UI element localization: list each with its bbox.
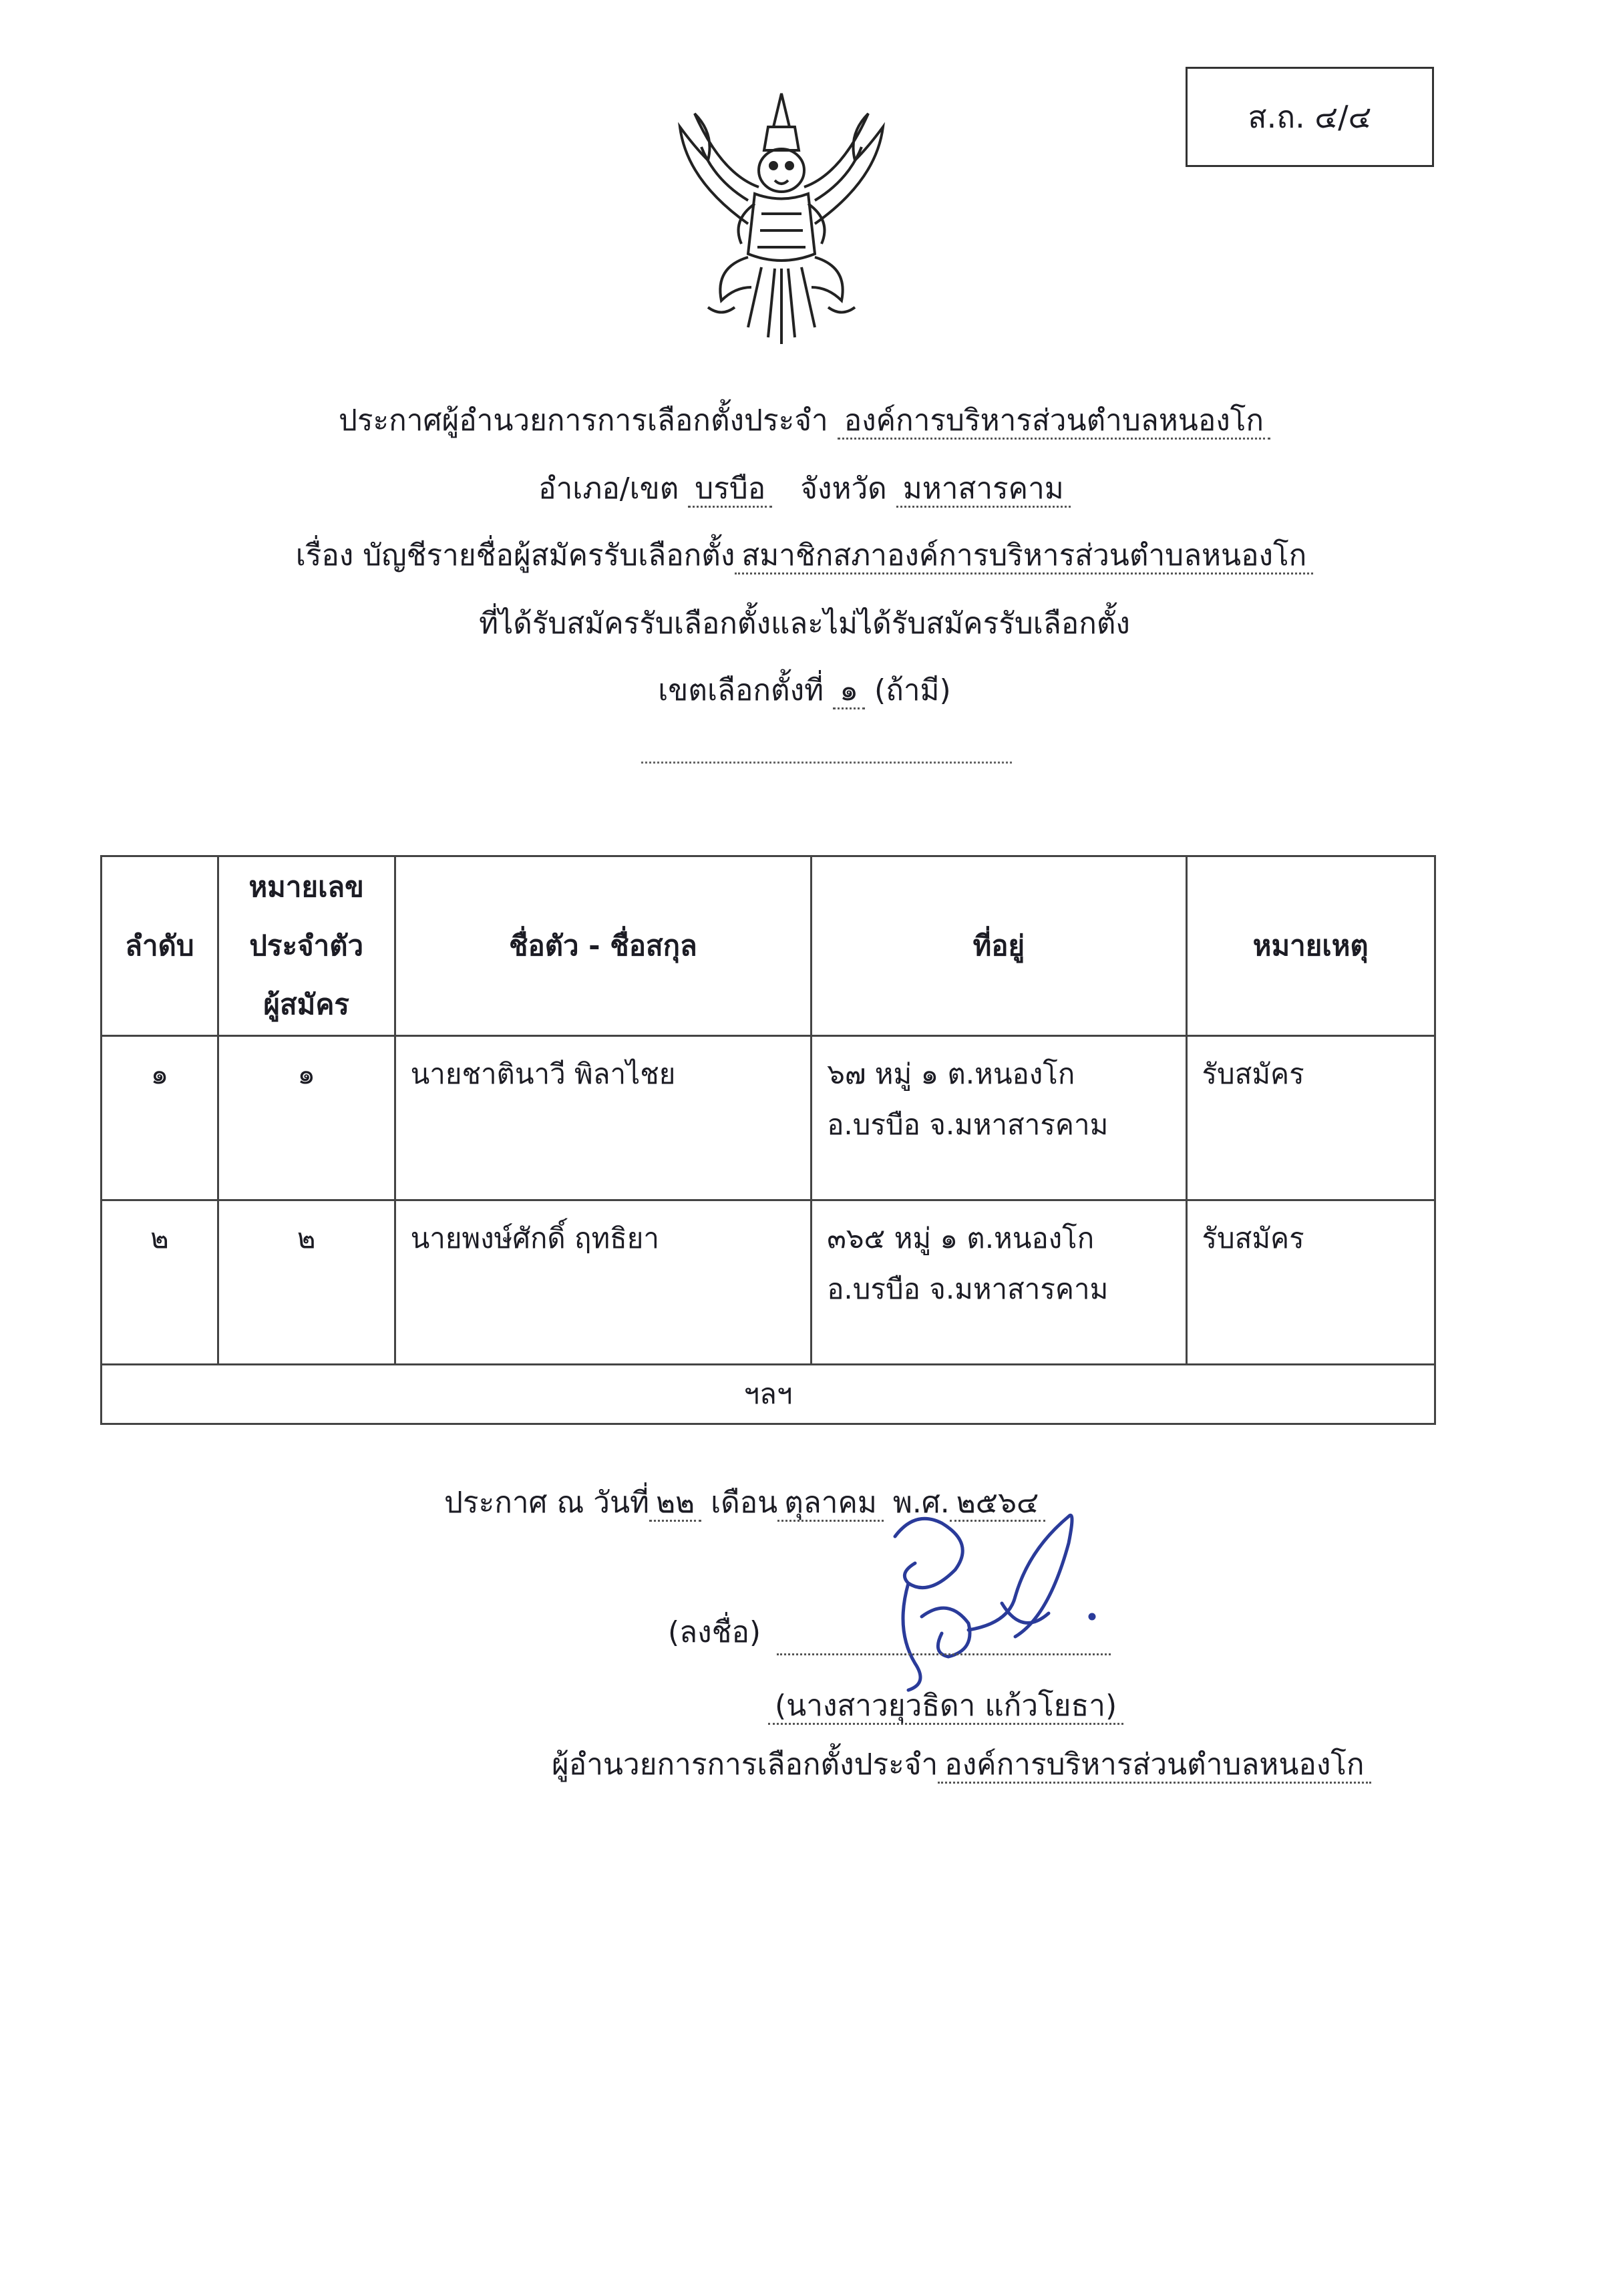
header-candidate-number [218,856,395,1036]
header-line-2 [0,465,1609,512]
table-row [102,1036,1435,1200]
header-address: ที่อยู่ [812,856,1186,1036]
year-label: พ.ศ. [892,1486,950,1520]
header-line-4 [0,600,1609,647]
position-organization: องค์การบริหารส่วนตำบลหนองโก [938,1748,1371,1784]
announce-year: ๒๕๖๔ [950,1486,1046,1522]
announce-label: ประกาศ ณ วันที่ [444,1486,650,1520]
header-line-3 [0,532,1609,579]
signer-name: (นางสาวยุวธิดา แก้วโยธา) [768,1689,1123,1725]
header-line-1 [0,397,1609,444]
row-remark: รับสมัคร [1186,1200,1435,1365]
candidate-table [100,855,1436,1425]
row-name: นายพงษ์ศักดิ์ ฤทธิยา [395,1200,812,1365]
sign-line [668,1609,1111,1655]
row-number: ๒ [218,1200,395,1365]
etc-cell: ฯลฯ [102,1365,1435,1424]
row-name: นายชาตินาวี พิลาไชย [395,1036,812,1200]
district-value: บรบือ [688,472,772,508]
row-address-line2: อ.บรบือ จ.มหาสารคาม [827,1108,1109,1141]
sign-dotted-line [777,1653,1111,1655]
header-separator [641,762,1012,764]
header-number-line1: หมายเลข [248,870,364,903]
announce-month: ตุลาคม [777,1486,884,1522]
header-order: ลำดับ [102,856,218,1036]
table-header-row [102,856,1435,1036]
subject-value: สมาชิกสภาองค์การบริหารส่วนตำบลหนองโก [735,538,1313,575]
zone-suffix: (ถ้ามี) [874,673,951,707]
header-announce-prefix: ประกาศผู้อำนวยการการเลือกตั้งประจำ [338,403,828,438]
header-number-line2: ประจำตัว [249,929,364,962]
header-organization: องค์การบริหารส่วนตำบลหนองโก [838,403,1270,440]
header-remark: หมายเหตุ [1186,856,1435,1036]
form-code-box [1186,67,1434,167]
table-etc-row [102,1365,1435,1424]
row-order: ๒ [102,1200,218,1365]
province-value: มหาสารคาม [896,472,1071,508]
position-prefix: ผู้อำนวยการการเลือกตั้งประจำ [552,1748,938,1782]
zone-value: ๑ [833,673,865,709]
row-address-line1: ๖๗ หมู่ ๑ ต.หนองโก [827,1057,1075,1090]
announce-day: ๒๒ [649,1486,701,1522]
signer-name-line [768,1682,1123,1729]
row-remark: รับสมัคร [1186,1036,1435,1200]
table-row [102,1200,1435,1365]
row-number: ๑ [218,1036,395,1200]
zone-label: เขตเลือกตั้งที่ [658,673,824,707]
form-code: ส.ถ. ๔/๔ [1248,98,1372,135]
signature-image [868,1496,1135,1697]
row-order: ๑ [102,1036,218,1200]
sign-label: (ลงชื่อ) [668,1615,761,1649]
month-label: เดือน [711,1486,778,1520]
row-address-line2: อ.บรบือ จ.มหาสารคาม [827,1273,1109,1305]
row-address [812,1200,1186,1365]
garuda-emblem-icon [668,87,895,347]
province-label: จังหวัด [800,472,887,506]
header-line-5 [0,667,1609,713]
header-name: ชื่อตัว - ชื่อสกุล [395,856,812,1036]
signer-position-line [552,1741,1371,1788]
header-number-line3: ผู้สมัคร [263,988,349,1021]
row-address-line1: ๓๖๕ หมู่ ๑ ต.หนองโก [827,1222,1095,1255]
district-label: อำเภอ/เขต [538,472,679,506]
subject-scope: ที่ได้รับสมัครรับเลือกตั้งและไม่ได้รับสมัครรับเลือกตั้ง [479,607,1130,641]
subject-prefix: เรื่อง บัญชีรายชื่อผู้สมัครรับเลือกตั้ง [295,538,735,572]
row-address [812,1036,1186,1200]
